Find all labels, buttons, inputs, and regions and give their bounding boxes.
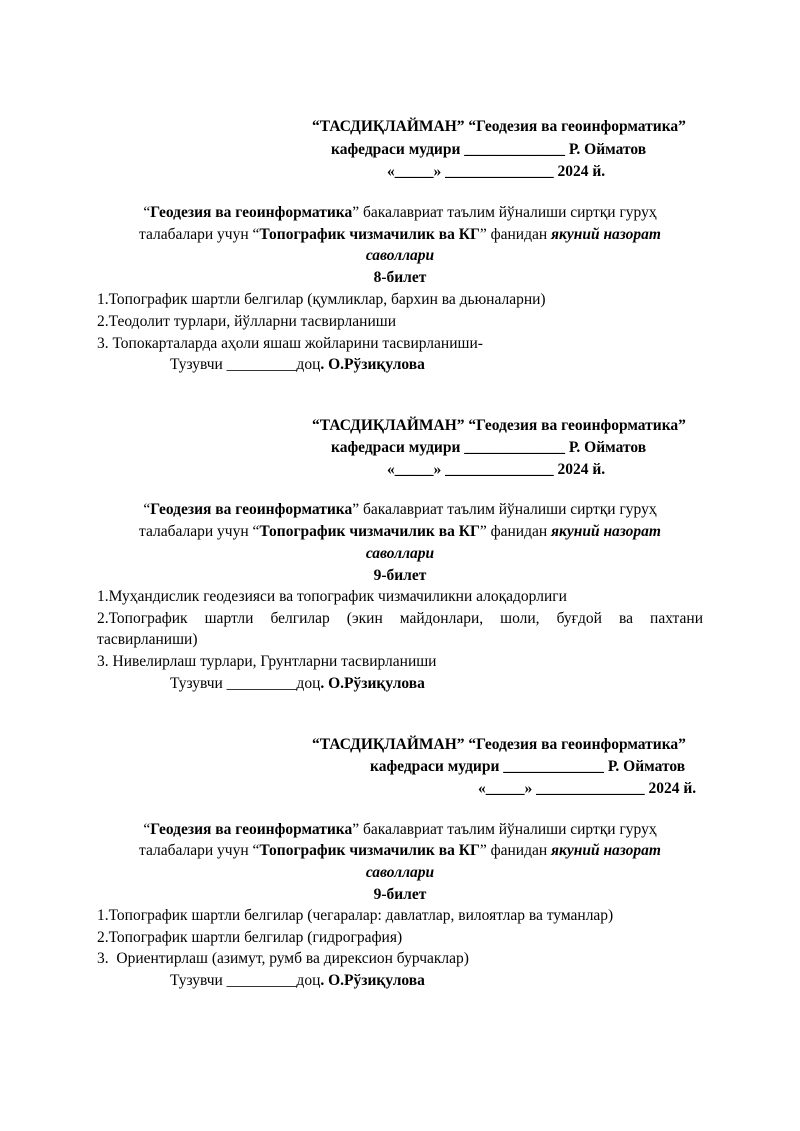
question-item: 3. Топокарталарда аҳоли яшаш жойларини тасвирланиши- [97,335,483,352]
author-line: Тузувчи _________доц. О.Рўзиқулова [170,356,425,373]
question-item-continued: тасвирланиши) [97,631,198,648]
intro-line-3: саволлари [365,545,435,562]
question-item: 2.Теодолит турлари, йўлларни тасвирланиши [97,313,396,330]
question-item: 3. Нивелирлаш турлари, Грунтларни тасвирланиши [97,653,437,670]
author-line: Тузувчи _________доц. О.Рўзиқулова [170,972,425,989]
approval-line: “ТАСДИҚЛАЙМАН” “Геодезия ва геоинформатика” [312,736,686,753]
question-item: 1.Муҳандислик геодезияси ва топографик чизмачиликни алоқадорлиги [97,588,567,605]
question-item: 1.Топографик шартли белгилар (қумликлар, бархин ва дьюналарни) [97,291,546,308]
question-item: 3. Ориентирлаш (азимут, румб ва дирексион бурчаклар) [97,950,469,967]
intro-line-2: талабалари учун “Топографик чизмачилик ва КГ” фанидан якуний назорат [139,523,661,540]
approval-line: “ТАСДИҚЛАЙМАН” “Геодезия ва геоинформатика” [312,417,686,434]
intro-line-3: саволлари [365,247,435,264]
intro-line-1: “Геодезия ва геоинформатика” бакалавриат таълим йўналиши сиртқи гуруҳ [143,204,657,221]
approval-line: “ТАСДИҚЛАЙМАН” “Геодезия ва геоинформатика” [312,118,686,135]
author-line: Тузувчи _________доц. О.Рўзиқулова [170,675,425,692]
date-line: «_____» ______________ 2024 й. [478,780,697,797]
department-head-line: кафедраси мудири _____________ Р. Ойматов [370,758,686,775]
date-line: «_____» ______________ 2024 й. [387,163,606,180]
ticket-number: 9-билет [373,886,427,903]
department-head-line: кафедраси мудири _____________ Р. Ойматов [331,439,647,456]
question-item: 2.Топографик шартли белгилар (экин майдонлари, шоли, буғдой ва пахтани [97,610,703,627]
question-item: 1.Топографик шартли белгилар (чегаралар: давлатлар, вилоятлар ва туманлар) [97,907,614,924]
intro-line-3: саволлари [365,864,435,881]
question-item: 2.Топографик шартли белгилар (гидрография) [97,929,403,946]
intro-line-2: талабалари учун “Топографик чизмачилик ва КГ” фанидан якуний назорат [139,842,661,859]
intro-line-2: талабалари учун “Топографик чизмачилик ва КГ” фанидан якуний назорат [139,226,661,243]
intro-line-1: “Геодезия ва геоинформатика” бакалавриат таълим йўналиши сиртқи гуруҳ [143,501,657,518]
ticket-number: 8-билет [373,269,427,286]
date-line: «_____» ______________ 2024 й. [387,461,606,478]
department-head-line: кафедраси мудири _____________ Р. Ойматов [331,141,647,158]
ticket-number: 9-билет [373,567,427,584]
intro-line-1: “Геодезия ва геоинформатика” бакалавриат таълим йўналиши сиртқи гуруҳ [143,821,657,838]
